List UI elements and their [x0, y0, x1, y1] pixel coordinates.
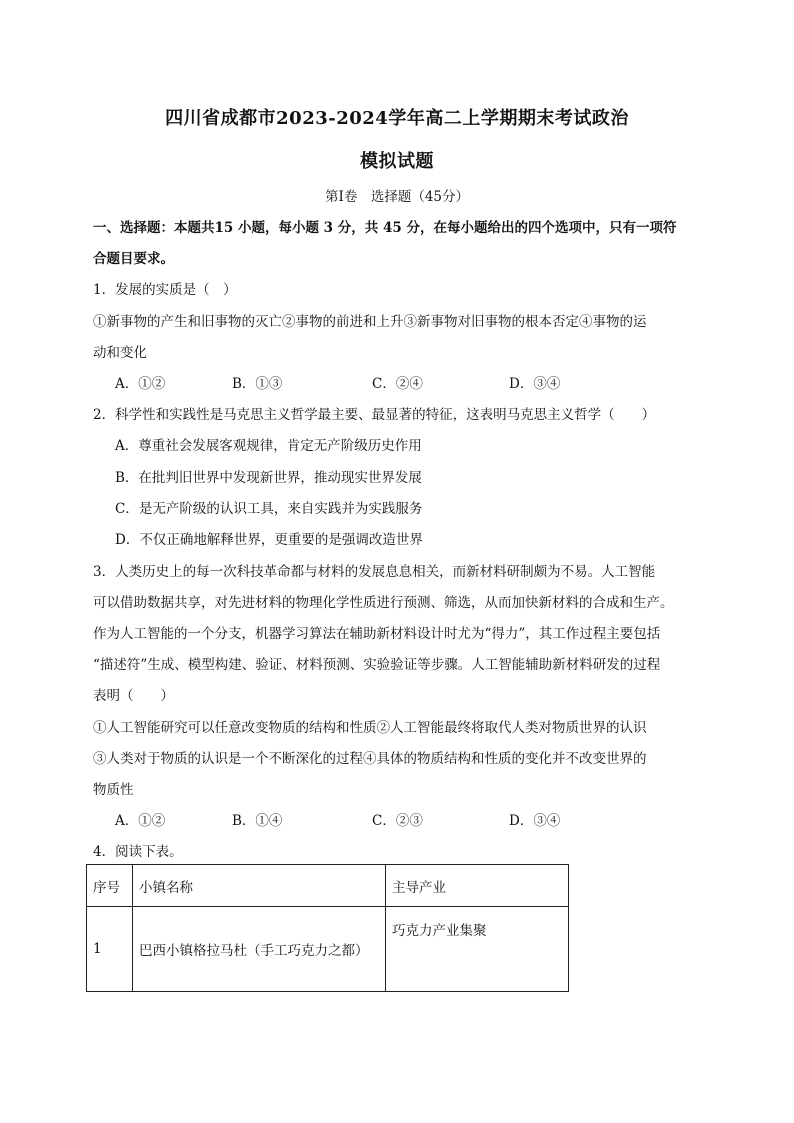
q1-stem: 1．发展的实质是（ ） — [93, 282, 237, 298]
q1-option-b: B．①③ — [232, 376, 283, 392]
q3-text-line: 物质性 — [93, 782, 134, 798]
q3-option-d: D．③④ — [509, 813, 561, 829]
q2-option-a: A．尊重社会发展客观规律，肯定无产阶级历史作用 — [115, 438, 422, 454]
q3-text-line: 作为人工智能的一个分支，机器学习算法在辅助新材料设计时尤为“得力”，其工作过程主要包括 — [93, 626, 661, 642]
q3-text-line: 表明（ ） — [93, 688, 174, 704]
instructions-line1: 一、选择题：本题共15 小题，每小题 3 分，共 45 分，在每小题给出的四个选项中，只有一项符 — [93, 220, 677, 236]
table-cell: 1 — [87, 907, 133, 992]
section-heading: 第Ⅰ卷 选择题（45分） — [324, 189, 469, 205]
q3-text-line: 可以借助数据共享，对先进材料的物理化学性质进行预测、筛选，从而加快新材料的合成和生产。 — [93, 595, 674, 611]
q4-table — [86, 864, 569, 992]
instructions-line2: 合题目要求。 — [93, 251, 174, 267]
q2-option-d: D．不仅正确地解释世界，更重要的是强调改造世界 — [115, 532, 423, 548]
q3-option-c: C．②③ — [372, 813, 423, 829]
q2-option-c: C．是无产阶级的认识工具，来自实践并为实践服务 — [115, 501, 423, 517]
table-cell: 巴西小镇格拉马杜（手工巧克力之都） — [133, 907, 386, 992]
q1-text-line: 动和变化 — [93, 345, 147, 361]
q1-option-c: C．②④ — [372, 376, 423, 392]
q2-option-b: B．在批判旧世界中发现新世界，推动现实世界发展 — [115, 470, 422, 486]
table-header-cell: 序号 — [87, 865, 133, 907]
q1-text-line: ①新事物的产生和旧事物的灭亡②事物的前进和上升③新事物对旧事物的根本否定④事物的运 — [93, 314, 647, 330]
q3-text-line: “描述符”生成、模型构建、验证、材料预测、实验验证等步骤。人工智能辅助新材料研发的过程 — [93, 657, 661, 673]
q1-option-d: D．③④ — [509, 376, 561, 392]
table-row — [87, 907, 569, 992]
q3-text-line: ③人类对于物质的认识是一个不断深化的过程④具体的物质结构和性质的变化并不改变世界的 — [93, 751, 647, 767]
q3-text-line: 3．人类历史上的每一次科技革命都与材料的发展息息相关，而新材料研制颇为不易。人工智能 — [93, 564, 656, 580]
q3-option-b: B．①④ — [232, 813, 283, 829]
table-header-cell: 小镇名称 — [133, 865, 386, 907]
q3-text-line: ①人工智能研究可以任意改变物质的结构和性质②人工智能最终将取代人类对物质世界的认识 — [93, 720, 647, 736]
q4-stem: 4．阅读下表。 — [93, 844, 183, 860]
table-cell: 巧克力产业集聚 — [386, 907, 569, 992]
q3-option-a: A．①② — [115, 813, 166, 829]
q2-stem: 2．科学性和实践性是马克思主义哲学最主要、最显著的特征，这表明马克思主义哲学（ ） — [93, 407, 656, 423]
q1-option-a: A．①② — [115, 376, 166, 392]
document-title: 四川省成都市2023-2024学年高二上学期期末考试政治 — [165, 108, 629, 129]
table-header-row — [87, 865, 569, 907]
document-title-line2: 模拟试题 — [360, 151, 434, 172]
table-header-cell: 主导产业 — [386, 865, 569, 907]
